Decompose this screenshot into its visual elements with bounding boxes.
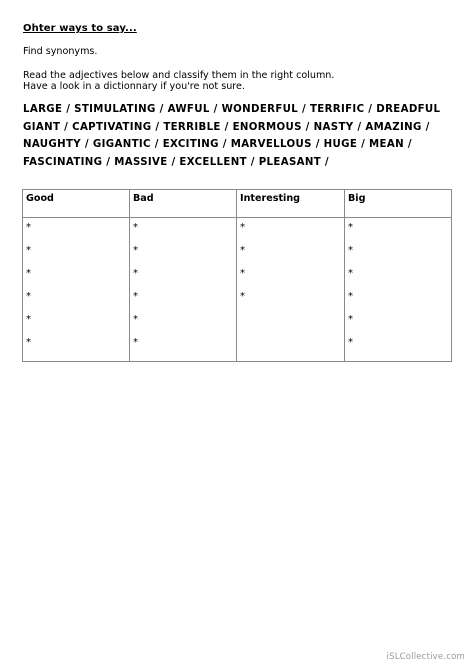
answer-bullet: * (348, 291, 353, 302)
column-header-interesting: Interesting (237, 190, 345, 218)
big-answer-cell[interactable] (345, 218, 452, 362)
adjective-list-line: FASCINATING / MASSIVE / EXCELLENT / PLEASANT / (23, 157, 330, 168)
answer-bullet: * (26, 268, 31, 279)
column-header-bad: Bad (130, 190, 237, 218)
column-header-good: Good (23, 190, 130, 218)
answer-bullet: * (133, 314, 138, 325)
answer-bullet: * (348, 314, 353, 325)
answer-bullet: * (26, 291, 31, 302)
adjective-list-line: NAUGHTY / GIGANTIC / EXCITING / MARVELLOUS / HUGE / MEAN / (23, 139, 412, 150)
instruction-classify: Read the adjectives below and classify them in the right column. (23, 70, 335, 81)
table-answer-row (23, 218, 452, 362)
answer-bullet: * (348, 268, 353, 279)
column-header-big: Big (345, 190, 452, 218)
instruction-dictionary: Have a look in a dictionnary if you're not sure. (23, 81, 245, 92)
footer-watermark: iSLCollective.com (386, 652, 465, 662)
answer-bullet: * (133, 245, 138, 256)
interesting-answer-cell[interactable] (237, 218, 345, 362)
answer-bullet: * (348, 245, 353, 256)
answer-bullet: * (133, 291, 138, 302)
answer-bullet: * (26, 222, 31, 233)
classification-table (22, 189, 452, 362)
answer-bullet: * (240, 268, 245, 279)
answer-bullet: * (26, 245, 31, 256)
answer-bullet: * (348, 222, 353, 233)
answer-bullet: * (133, 268, 138, 279)
answer-bullet: * (133, 337, 138, 348)
table-header-row (23, 190, 452, 218)
bad-answer-cell[interactable] (130, 218, 237, 362)
answer-bullet: * (26, 337, 31, 348)
answer-bullet: * (240, 245, 245, 256)
answer-bullet: * (26, 314, 31, 325)
adjective-list-line: GIANT / CAPTIVATING / TERRIBLE / ENORMOUS / NASTY / AMAZING / (23, 122, 430, 133)
answer-bullet: * (348, 337, 353, 348)
answer-bullet: * (240, 222, 245, 233)
worksheet-title: Ohter ways to say... (23, 23, 137, 34)
answer-bullet: * (240, 291, 245, 302)
adjective-list-line: LARGE / STIMULATING / AWFUL / WONDERFUL / TERRIFIC / DREADFUL (23, 104, 441, 115)
good-answer-cell[interactable] (23, 218, 130, 362)
answer-bullet: * (133, 222, 138, 233)
instruction-find-synonyms: Find synonyms. (23, 46, 98, 57)
